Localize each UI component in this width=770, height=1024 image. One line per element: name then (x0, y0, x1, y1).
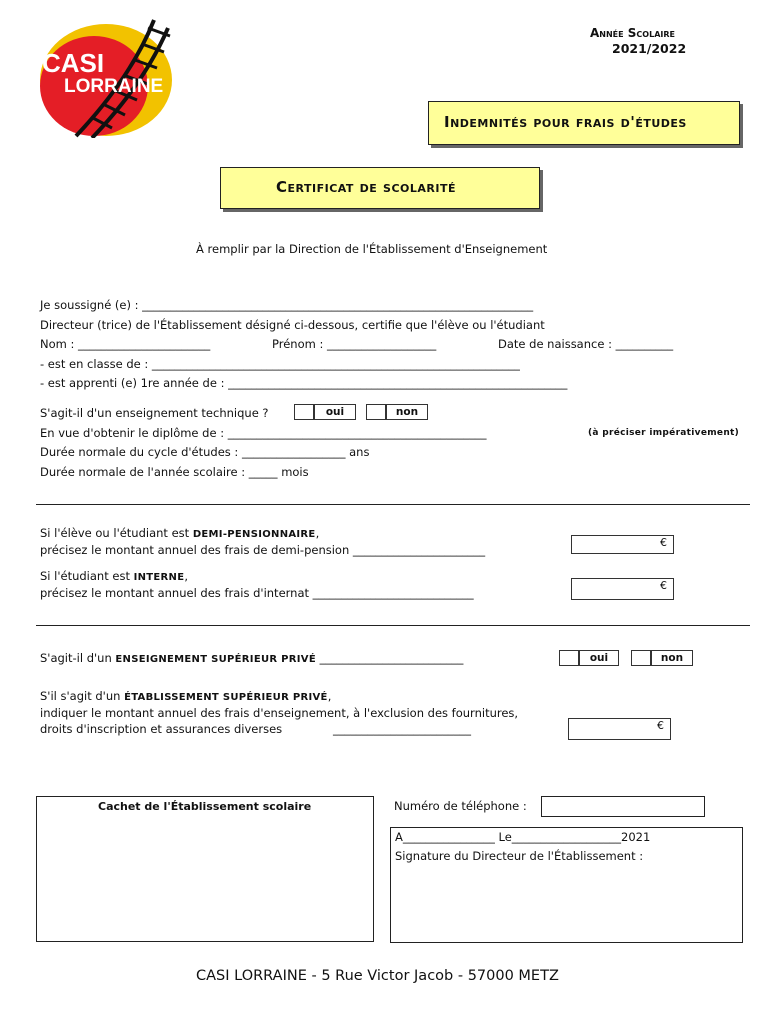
interne-text: Si l'étudiant est (40, 569, 130, 583)
soussigne-field[interactable]: Je soussigné (e) : ____________________________________________________________________ (40, 298, 534, 312)
directeur-text: Directeur (trice) de l'Établissement désigné ci-dessous, certifie que l'élève ou l'étudiant (40, 318, 545, 332)
interne-comma: , (184, 569, 189, 583)
technique-non-label: non (386, 404, 428, 420)
technique-question: S'agit-il d'un enseignement technique ? (40, 406, 269, 420)
interne-line2: précisez le montant annuel des frais d'internat ____________________________ (40, 586, 474, 600)
demi-pension-text: Si l'élève ou l'étudiant est (40, 526, 190, 540)
sup-prive-oui-label: oui (579, 650, 619, 666)
interne-line1 (40, 569, 188, 583)
diplome-field[interactable]: En vue d'obtenir le diplôme de : _____________________________________________ (40, 426, 487, 440)
cycle-field[interactable]: Durée normale du cycle d'études : __________________ ans (40, 445, 370, 459)
sup-prive-oui-checkbox[interactable] (559, 650, 579, 666)
euro-sign: € (660, 579, 667, 592)
cachet-box[interactable] (36, 796, 374, 942)
etab-prive-line2: indiquer le montant annuel des frais d'enseignement, à l'exclusion des fournitures, (40, 706, 519, 720)
sup-prive-non-checkbox[interactable] (631, 650, 651, 666)
etab-prive-line1 (40, 689, 331, 703)
telephone-input[interactable] (541, 796, 705, 817)
divider-1 (36, 504, 750, 505)
sup-prive-non-label: non (651, 650, 693, 666)
casi-logo (36, 18, 186, 138)
classe-field[interactable]: - est en classe de : ________________________________________________________________ (40, 357, 520, 371)
demi-pension-line2: précisez le montant annuel des frais de demi-pension _______________________ (40, 543, 486, 557)
nom-field[interactable]: Nom : _______________________ (40, 337, 211, 351)
title-sub: Certificat de scolarité (276, 178, 456, 196)
sup-prive-blank: _________________________ (319, 651, 464, 665)
footer-address: CASI LORRAINE - 5 Rue Victor Jacob - 57000 METZ (196, 968, 559, 984)
technique-oui-label: oui (314, 404, 356, 420)
signature-label: Signature du Directeur de l'Établissement : (395, 849, 644, 863)
demi-pension-bold: DEMI-PENSIONNAIRE (192, 529, 316, 540)
etab-prive-text: S'il s'agit d'un (40, 689, 121, 703)
euro-sign: € (657, 719, 664, 732)
school-year: 2021/2022 (612, 41, 687, 56)
interne-amount-input[interactable] (571, 578, 674, 600)
telephone-label: Numéro de téléphone : (394, 799, 527, 813)
etab-prive-bold: ÉTABLISSEMENT SUPÉRIEUR PRIVÉ (124, 692, 328, 703)
instruction-text: À remplir par la Direction de l'Établissement d'Enseignement (196, 242, 548, 256)
demi-pension-comma: , (315, 526, 320, 540)
logo-text-lorraine: LORRAINE (64, 76, 164, 97)
etab-prive-blank: ________________________ (333, 722, 471, 736)
technique-oui-checkbox[interactable] (294, 404, 314, 420)
annee-field[interactable]: Durée normale de l'année scolaire : _____ mois (40, 465, 309, 479)
demi-pension-line1 (40, 526, 319, 540)
signature-box[interactable] (390, 827, 743, 943)
etab-prive-amount-input[interactable] (568, 718, 671, 740)
sup-prive-bold: ENSEIGNEMENT SUPÉRIEUR PRIVÉ (115, 654, 316, 665)
school-year-label: Année Scolaire (590, 26, 675, 40)
interne-bold: INTERNE (133, 572, 185, 583)
demi-pension-amount-input[interactable] (571, 535, 674, 554)
etab-prive-line3: droits d'inscription et assurances diverses (40, 722, 283, 736)
euro-sign: € (660, 536, 667, 549)
apprenti-field[interactable]: - est apprenti (e) 1re année de : ___________________________________________________________ (40, 376, 568, 390)
divider-2 (36, 625, 750, 626)
diplome-note: (à préciser impérativement) (588, 428, 740, 438)
title-main: Indemnités pour frais d'études (444, 113, 687, 131)
lieu-date-field[interactable]: A________________ Le___________________2021 (395, 830, 651, 844)
prenom-field[interactable]: Prénom : ___________________ (272, 337, 437, 351)
logo-text-casi: CASI (42, 48, 105, 78)
sup-prive-line (40, 651, 463, 665)
birthdate-field[interactable]: Date de naissance : __________ (498, 337, 674, 351)
cachet-label: Cachet de l'Établissement scolaire (98, 800, 312, 813)
technique-non-checkbox[interactable] (366, 404, 386, 420)
sup-prive-text: S'agit-il d'un (40, 651, 112, 665)
etab-prive-comma: , (327, 689, 332, 703)
